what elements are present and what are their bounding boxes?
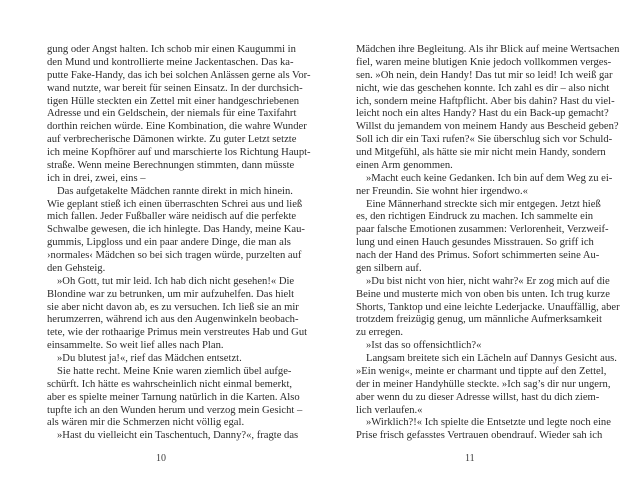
text-line: gung oder Angst halten. Ich schob mir einen Kaugummi in <box>47 44 296 55</box>
text-line: einen Arm genommen. <box>356 159 453 171</box>
text-line: den Mund und kontrollierte meine Jackentaschen. Das ka- <box>47 56 294 68</box>
text-line: Eine Männerhand streckte sich mir entgegen. Jetzt hieß <box>366 198 601 210</box>
text-line: Schwalbe gewesen, die ich hinlegte. Das Handy, meine Kau- <box>47 224 305 236</box>
text-line: wand nutzte, war bereit für seinen Einsatz. In der durchsich- <box>47 82 303 94</box>
text-line: herumzerren, während ich aus den Augenwinkeln beobach- <box>47 314 299 326</box>
text-line: »Du blutest ja!«, rief das Mädchen entsetzt. <box>57 353 242 364</box>
text-line: tigen Hülle steckten ein Zettel mit einer handgeschriebenen <box>47 95 300 107</box>
right-page-text <box>356 44 620 443</box>
text-line: »Macht euch keine Gedanken. Ich bin auf dem Weg zu ei- <box>366 172 613 184</box>
text-line: dorthin reichen würde. Eine Kombination, die wahre Wunder <box>47 121 307 133</box>
text-line: Das aufgetakelte Mädchen rannte direkt in mich hinein. <box>57 185 293 197</box>
text-line: ich meine Kopfhörer auf und marschierte los Richtung Haupt- <box>47 147 311 158</box>
text-line: Prise frisch gefasstes Vertrauen obendrauf. Wieder sah ich <box>356 430 603 442</box>
text-line: mich fallen. Jeder Fußballer wäre neidisch auf die perfekte <box>47 211 297 223</box>
text-line: gummis, Lipgloss und ein paar andere Dinge, die man als <box>47 237 291 249</box>
text-line: lung und einen Hauch gesundes Misstrauen. So griff ich <box>356 237 594 249</box>
text-line: Blondine war zu betrunken, um mir aufzuhelfen. Das hielt <box>47 288 295 300</box>
text-line: nach der Hand des Primus. Sofort schimmerten seine Au- <box>356 250 600 261</box>
text-line: es, den richtigen Eindruck zu machen. Ich sammelte ein <box>356 211 594 223</box>
text-line: »Wirklich?!« Ich spielte die Entsetzte und legte noch eine <box>366 417 611 429</box>
text-line: nicht, wie das geschehen konnte. Ich zahl es dir – also nicht <box>356 82 610 94</box>
text-line: fiel, waren meine blutigen Knie jedoch vollkommen verges- <box>356 56 612 68</box>
text-line: »Du bist nicht von hier, nicht wahr?« Er zog mich auf die <box>366 275 610 287</box>
text-line: tupfte ich an den Wunden herum und verzog mein Gesicht – <box>47 404 303 416</box>
text-line: Langsam breitete sich ein Lächeln auf Dannys Gesicht aus. <box>366 353 617 364</box>
text-line: einsammelte. So weit lief alles nach Plan. <box>47 340 224 352</box>
text-line: paar falsche Emotionen zusammen: Verlorenheit, Verzweif- <box>356 224 609 236</box>
text-line: schürft. Ich hätte es wahrscheinlich nicht einmal bemerkt, <box>47 378 293 390</box>
text-line: sen. »Oh nein, dein Handy! Das tut mir so leid! Ich weiß gar <box>356 69 613 81</box>
text-line: Willst du jemandem von meinem Handy aus Bescheid geben? <box>356 121 619 133</box>
text-line: Shorts, Tanktop und eine leichte Lederjacke. Unauffällig, aber <box>356 301 620 313</box>
page-number-left: 10 <box>156 453 166 464</box>
text-line: ner Freundin. Sie wohnt hier irgendwo.« <box>356 185 528 197</box>
text-line: leicht noch ein altes Handy? Hast du ein Back-up gemacht? <box>356 108 609 120</box>
text-line: und Mitgefühl, als hätte sie mir nicht mein Handy, sondern <box>356 147 606 158</box>
text-line: Adresse und ein Geldschein, der niemals für eine Taxifahrt <box>47 108 297 120</box>
text-line: lich verlaufen.« <box>356 404 423 416</box>
text-line: zu erregen. <box>356 327 404 339</box>
text-line: ›normales‹ Mädchen so bei sich tragen würde, purzelten auf <box>47 250 302 261</box>
text-line: gen silbern auf. <box>356 262 422 274</box>
text-line: Soll ich dir ein Taxi rufen?« Sie überschlug sich vor Schuld- <box>356 134 613 146</box>
text-line: aber wenn du zu dieser Adresse willst, hast du dich ziem- <box>356 391 600 403</box>
text-line: aber es spielte meiner Tarnung natürlich in die Karten. Also <box>47 391 300 403</box>
page-number-right: 11 <box>465 453 475 464</box>
text-line: trotzdem freizügig genug, um männliche Aufmerksamkeit <box>356 314 602 326</box>
text-line: der in meiner Handyhülle steckte. »Ich sag’s dir nur ungern, <box>356 378 611 390</box>
left-page-text <box>47 44 311 443</box>
text-line: »Oh Gott, tut mir leid. Ich hab dich nicht gesehen!« Die <box>57 275 295 287</box>
text-line: den Gehsteig. <box>47 262 106 274</box>
text-line: sie aber nicht davon ab, es zu versuchen. Ich ließ sie an mir <box>47 301 299 313</box>
text-line: auf verbrecherische Dämonen wirkte. Zu guter Letzt setzte <box>47 134 297 146</box>
text-line: ich, sondern meine Haftpflicht. Aber bis dahin? Hast du viel- <box>356 95 615 107</box>
text-line: Sie hatte recht. Meine Knie waren ziemlich übel aufge- <box>57 365 292 377</box>
text-line: Mädchen ihre Begleitung. Als ihr Blick auf meine Wertsachen <box>356 44 620 55</box>
text-line: ich in drei, zwei, eins – <box>47 172 146 184</box>
text-line: als wären mir die Schmerzen nicht völlig egal. <box>47 417 245 429</box>
text-line: putte Fake-Handy, das ich bei solchen Anlässen gerne als Vor- <box>47 69 311 81</box>
text-line: tete, wie der rothaarige Primus mein verstreutes Hab und Gut <box>47 327 308 339</box>
text-line: Beine und musterte mich von oben bis unten. Ich trug kurze <box>356 288 610 300</box>
text-line: Wie geplant stieß ich einen überraschten Schrei aus und ließ <box>47 198 303 210</box>
text-line: straße. Wenn meine Berechnungen stimmten, dann müsste <box>47 159 295 171</box>
text-line: »Hast du vielleicht ein Taschentuch, Danny?«, fragte das <box>57 430 299 442</box>
text-line: »Ist das so offensichtlich?« <box>366 340 482 352</box>
text-line: »Ein wenig«, meinte er charmant und tippte auf den Zettel, <box>356 365 607 377</box>
